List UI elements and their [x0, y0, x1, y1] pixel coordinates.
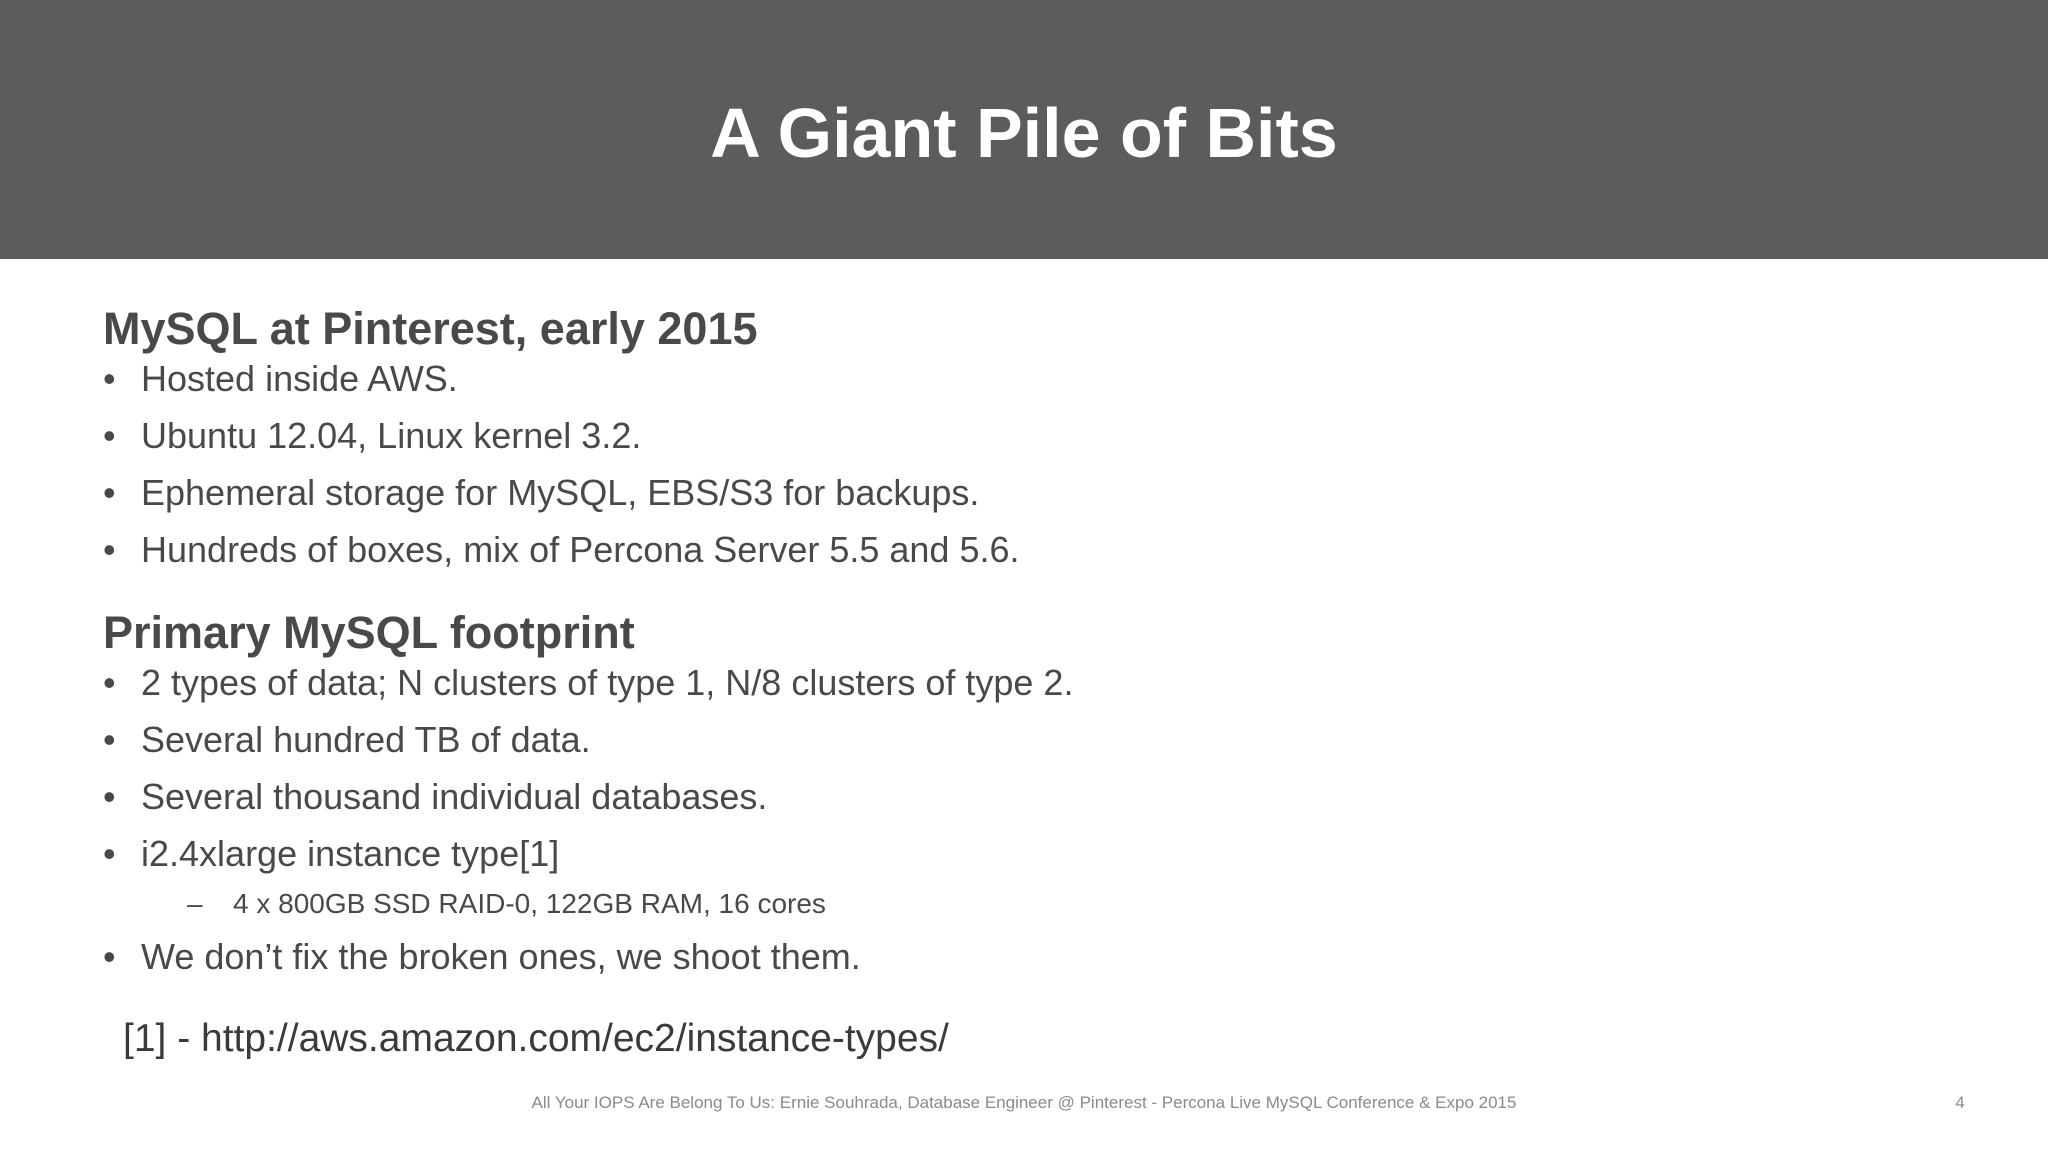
bullet-item: [103, 358, 1903, 400]
bullet-icon: •: [103, 358, 116, 399]
section-heading: MySQL at Pinterest, early 2015: [103, 303, 758, 354]
bullet-text: 2 types of data; N clusters of type 1, N/8 clusters of type 2.: [141, 662, 1074, 703]
bullet-list: [103, 358, 1903, 571]
bullet-text: We don’t fix the broken ones, we shoot them.: [141, 936, 861, 977]
title-bar: [0, 0, 2048, 259]
bullet-icon: •: [103, 415, 116, 456]
bullet-icon: •: [103, 936, 116, 977]
bullet-icon: •: [103, 719, 116, 760]
sub-bullet-list: [141, 887, 1903, 921]
slide-content: [103, 300, 1903, 993]
bullet-item: [103, 833, 1903, 921]
bullet-item: [103, 719, 1903, 761]
sub-bullet-item: [141, 887, 1903, 921]
bullet-item: [103, 662, 1903, 704]
bullet-text: Several hundred TB of data.: [141, 719, 591, 760]
bullet-icon: •: [103, 776, 116, 817]
bullet-text: Ephemeral storage for MySQL, EBS/S3 for backups.: [141, 472, 980, 513]
section-heading: Primary MySQL footprint: [103, 607, 635, 658]
bullet-list: [103, 662, 1903, 978]
section-spacer: [103, 586, 1903, 604]
slide-footer: All Your IOPS Are Belong To Us: Ernie Souhrada, Database Engineer @ Pinterest - Percona Live MySQL Conference & Expo 2015: [531, 1093, 1517, 1112]
dash-icon: –: [187, 888, 203, 919]
bullet-icon: •: [103, 529, 116, 570]
bullet-item: [103, 936, 1903, 978]
bullet-text: Hundreds of boxes, mix of Percona Server 5.5 and 5.6.: [141, 529, 1020, 570]
section-aws: [103, 300, 1903, 571]
bullet-icon: •: [103, 833, 116, 874]
sub-bullet-text: 4 x 800GB SSD RAID-0, 122GB RAM, 16 cores: [233, 888, 826, 919]
bullet-text: Ubuntu 12.04, Linux kernel 3.2.: [141, 415, 642, 456]
bullet-text: i2.4xlarge instance type[1]: [141, 833, 560, 874]
bullet-item: [103, 776, 1903, 818]
bullet-item: [103, 472, 1903, 514]
slide-title: A Giant Pile of Bits: [710, 94, 1338, 172]
section-footprint: [103, 604, 1903, 978]
bullet-item: [103, 529, 1903, 571]
footnote: [1] - http://aws.amazon.com/ec2/instance-types/: [123, 1017, 949, 1060]
bullet-text: Hosted inside AWS.: [141, 358, 458, 399]
bullet-icon: •: [103, 472, 116, 513]
page-number: 4: [1955, 1093, 1965, 1112]
bullet-icon: •: [103, 662, 116, 703]
bullet-text: Several thousand individual databases.: [141, 776, 768, 817]
bullet-item: [103, 415, 1903, 457]
